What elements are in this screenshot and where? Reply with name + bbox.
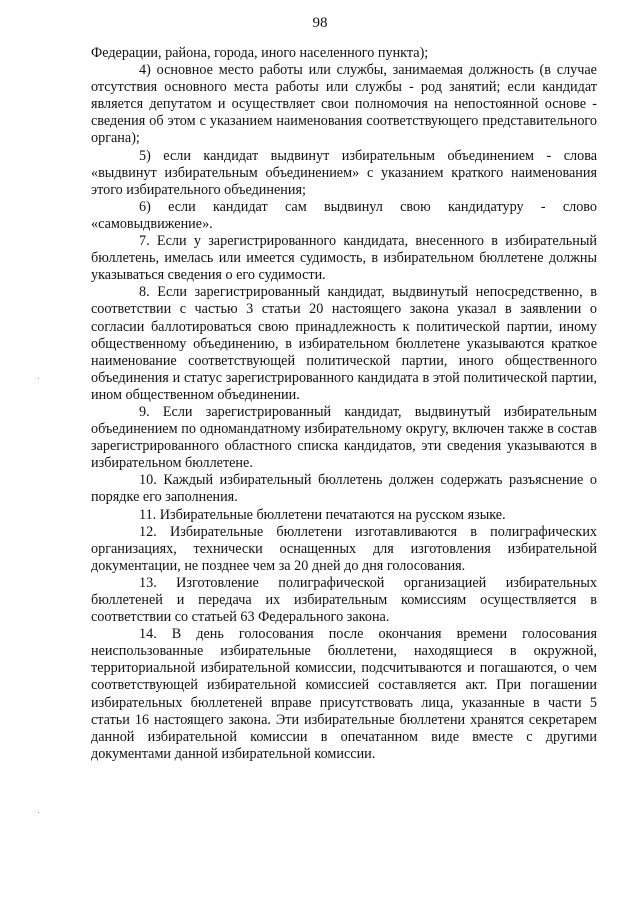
paragraph-9: 9. Если зарегистрированный кандидат, выдвинутый избирательным объединением по одномандатному избирательному округу, включен также в состав зарегистрированного областного списка кандидатов, эти сведения указываются в избирательном бюллетене. bbox=[91, 403, 597, 472]
paragraph-item-5: 5) если кандидат выдвинут избирательным объединением - слова «выдвинут избирательным объединением» с указанием краткого наименования этого избирательного объединения; bbox=[91, 147, 597, 198]
document-body bbox=[91, 45, 597, 763]
paragraph-10: 10. Каждый избирательный бюллетень должен содержать разъяснение о порядке его заполнения. bbox=[91, 472, 597, 506]
paragraph-item-4: 4) основное место работы или службы, занимаемая должность (в случае отсутствия основного места работы или службы - род занятий; если кандидат является депутатом и осуществляет свои полномочия на непостоянной основе - сведения об этом с указанием наименования соответствующего представительного органа); bbox=[91, 62, 597, 147]
paragraph-12: 12. Избирательные бюллетени изготавливаются в полиграфических организациях, технически оснащенных для изготовления избирательной документации, не позднее чем за 20 дней до дня голосования. bbox=[91, 523, 597, 574]
paragraph-8: 8. Если зарегистрированный кандидат, выдвинутый непосредственно, в соответствии с частью 3 статьи 20 настоящего закона указал в заявлении о согласии баллотироваться свою принадлежность к политической партии, иному общественному объединению, в избирательном бюллетене указываются краткое наименование соответствующей политической партии, иного общественного объединения и статус зарегистрированного кандидата в этой политической партии, ином общественном объединении. bbox=[91, 284, 597, 403]
scan-speck bbox=[38, 378, 39, 379]
paragraph-14: 14. В день голосования после окончания времени голосования неиспользованные избирательные бюллетени, находящиеся в окружной, территориальной избирательной комиссии, подсчитываются и погашаются, о чем соответствующей избирательной комиссией составляется акт. При погашении избирательных бюллетеней вправе присутствовать лица, указанные в части 5 статьи 16 настоящего закона. Эти избирательные бюллетени хранятся секретарем данной избирательной комиссии в опечатанном виде вместе с другими документами данной избирательной комиссии. bbox=[91, 626, 597, 762]
paragraph-item-6: 6) если кандидат сам выдвинул свою кандидатуру - слово «самовыдвижение». bbox=[91, 198, 597, 232]
page-number: 98 bbox=[312, 15, 328, 31]
paragraph-7: 7. Если у зарегистрированного кандидата, внесенного в избирательный бюллетень, имелась или имеется судимость, в избирательном бюллетене должны указываться сведения о его судимости. bbox=[91, 233, 597, 284]
paragraph-11: 11. Избирательные бюллетени печатаются на русском языке. bbox=[139, 506, 506, 523]
scan-speck bbox=[38, 812, 39, 813]
paragraph-13: 13. Изготовление полиграфической организацией избирательных бюллетеней и передача их избирательным комиссиям осуществляется в соответствии со статьей 63 Федерального закона. bbox=[91, 574, 597, 626]
paragraph-continuation: Федерации, района, города, иного населенного пункта); bbox=[91, 45, 429, 61]
